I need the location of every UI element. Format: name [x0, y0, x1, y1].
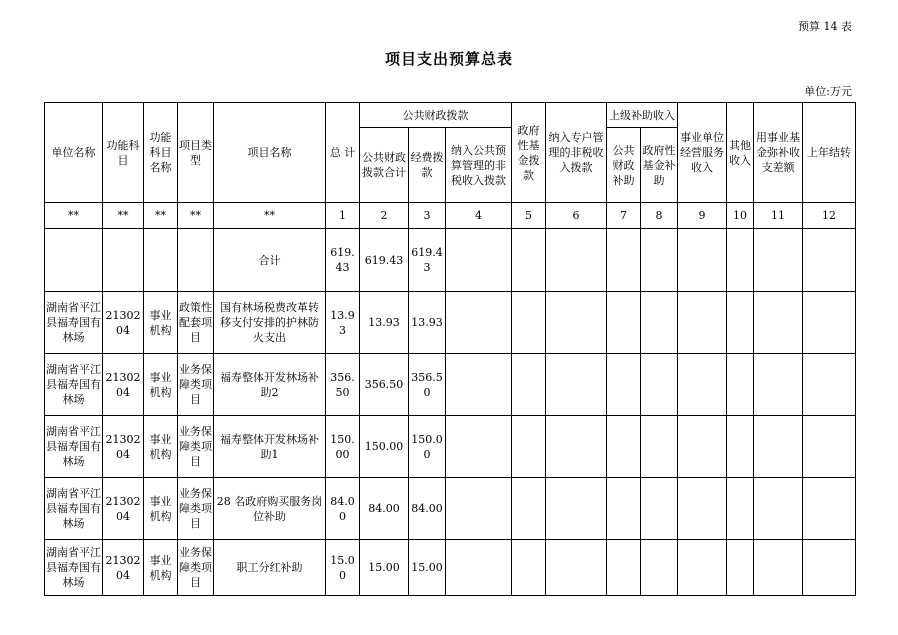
row-funding: 15.00: [409, 540, 446, 596]
total-pf-value: 619.43: [360, 229, 409, 292]
row-type: 业务保障类项目: [178, 478, 214, 540]
table-row: [45, 478, 856, 540]
total-row: [45, 229, 856, 292]
header-row-1: [45, 103, 856, 128]
row-project-name: 28 名政府购买服务岗位补助: [214, 478, 326, 540]
row-total: 15.00: [326, 540, 360, 596]
row-project-name: 国有林场税费改革转移支付安排的护林防火支出: [214, 292, 326, 354]
row-category: 事业机构: [144, 354, 178, 416]
header-funding: 经费拨款: [409, 128, 446, 203]
row-total: 150.00: [326, 416, 360, 478]
header-func-code: 功能科目: [103, 103, 144, 203]
header-pf-total: 公共财政拨款合计: [360, 128, 409, 203]
header-sup-public: 公共财政补助: [607, 128, 641, 203]
code-cell: **: [144, 203, 178, 229]
header-unit-name: 单位名称: [45, 103, 103, 203]
unit-label: 单位:万元: [804, 85, 852, 98]
code-cell: 12: [803, 203, 856, 229]
table-row: [45, 292, 856, 354]
code-cell: 11: [754, 203, 803, 229]
header-sup-gov: 政府性基金补助: [641, 128, 678, 203]
row-project-name: 福寿整体开发林场补助2: [214, 354, 326, 416]
header-other: 其他收入: [727, 103, 754, 203]
header-carryover: 上年结转: [803, 103, 856, 203]
row-pf-total: 84.00: [360, 478, 409, 540]
code-cell: 3: [409, 203, 446, 229]
header-func-name: 功能科目名称: [144, 103, 178, 203]
row-type: 政策性配套项目: [178, 292, 214, 354]
row-code: 2130204: [103, 478, 144, 540]
total-value: 619.43: [326, 229, 360, 292]
table-row: [45, 416, 856, 478]
row-pf-total: 13.93: [360, 292, 409, 354]
header-proj-type: 项目类型: [178, 103, 214, 203]
row-unit: 湖南省平江县福寿国有林场: [45, 354, 103, 416]
total-funding-value: 619.43: [409, 229, 446, 292]
row-type: 业务保障类项目: [178, 540, 214, 596]
code-cell: 5: [512, 203, 546, 229]
row-code: 2130204: [103, 540, 144, 596]
header-special-nontax: 纳入专户管理的非税收入拨款: [546, 103, 607, 203]
header-total: 总 计: [326, 103, 360, 203]
code-cell: **: [45, 203, 103, 229]
row-pf-total: 15.00: [360, 540, 409, 596]
row-total: 356.50: [326, 354, 360, 416]
row-unit: 湖南省平江县福寿国有林场: [45, 478, 103, 540]
row-code: 2130204: [103, 354, 144, 416]
code-cell: 7: [607, 203, 641, 229]
table-row: [45, 354, 856, 416]
total-label: 合计: [214, 229, 326, 292]
code-cell: 10: [727, 203, 754, 229]
row-type: 业务保障类项目: [178, 416, 214, 478]
row-category: 事业机构: [144, 478, 178, 540]
header-balance: 用事业基金弥补收支差额: [754, 103, 803, 203]
code-cell: 4: [446, 203, 512, 229]
row-unit: 湖南省平江县福寿国有林场: [45, 540, 103, 596]
header-business: 事业单位经营服务收入: [678, 103, 727, 203]
row-pf-total: 150.00: [360, 416, 409, 478]
header-superior: 上级补助收入: [607, 103, 678, 128]
row-code: 2130204: [103, 416, 144, 478]
header-public-fiscal: 公共财政拨款: [360, 103, 512, 128]
code-cell: 9: [678, 203, 727, 229]
row-funding: 150.00: [409, 416, 446, 478]
row-type: 业务保障类项目: [178, 354, 214, 416]
code-cell: 2: [360, 203, 409, 229]
row-funding: 356.50: [409, 354, 446, 416]
row-unit: 湖南省平江县福寿国有林场: [45, 416, 103, 478]
table-row: [45, 540, 856, 596]
code-cell: **: [214, 203, 326, 229]
row-category: 事业机构: [144, 540, 178, 596]
code-row: [45, 203, 856, 229]
code-cell: 1: [326, 203, 360, 229]
code-cell: 6: [546, 203, 607, 229]
row-code: 2130204: [103, 292, 144, 354]
row-project-name: 职工分红补助: [214, 540, 326, 596]
row-funding: 13.93: [409, 292, 446, 354]
row-funding: 84.00: [409, 478, 446, 540]
form-number: 预算 14 表: [798, 20, 852, 33]
header-nontax: 纳入公共预算管理的非税收入拨款: [446, 128, 512, 203]
code-cell: 8: [641, 203, 678, 229]
row-total: 13.93: [326, 292, 360, 354]
row-unit: 湖南省平江县福寿国有林场: [45, 292, 103, 354]
row-category: 事业机构: [144, 292, 178, 354]
header-gov-fund: 政府性基金拨款: [512, 103, 546, 203]
row-pf-total: 356.50: [360, 354, 409, 416]
row-category: 事业机构: [144, 416, 178, 478]
budget-table: [44, 102, 856, 596]
code-cell: **: [178, 203, 214, 229]
code-cell: **: [103, 203, 144, 229]
row-total: 84.00: [326, 478, 360, 540]
row-project-name: 福寿整体开发林场补助1: [214, 416, 326, 478]
page-title: 项目支出预算总表: [384, 50, 513, 68]
header-proj-name: 项目名称: [214, 103, 326, 203]
